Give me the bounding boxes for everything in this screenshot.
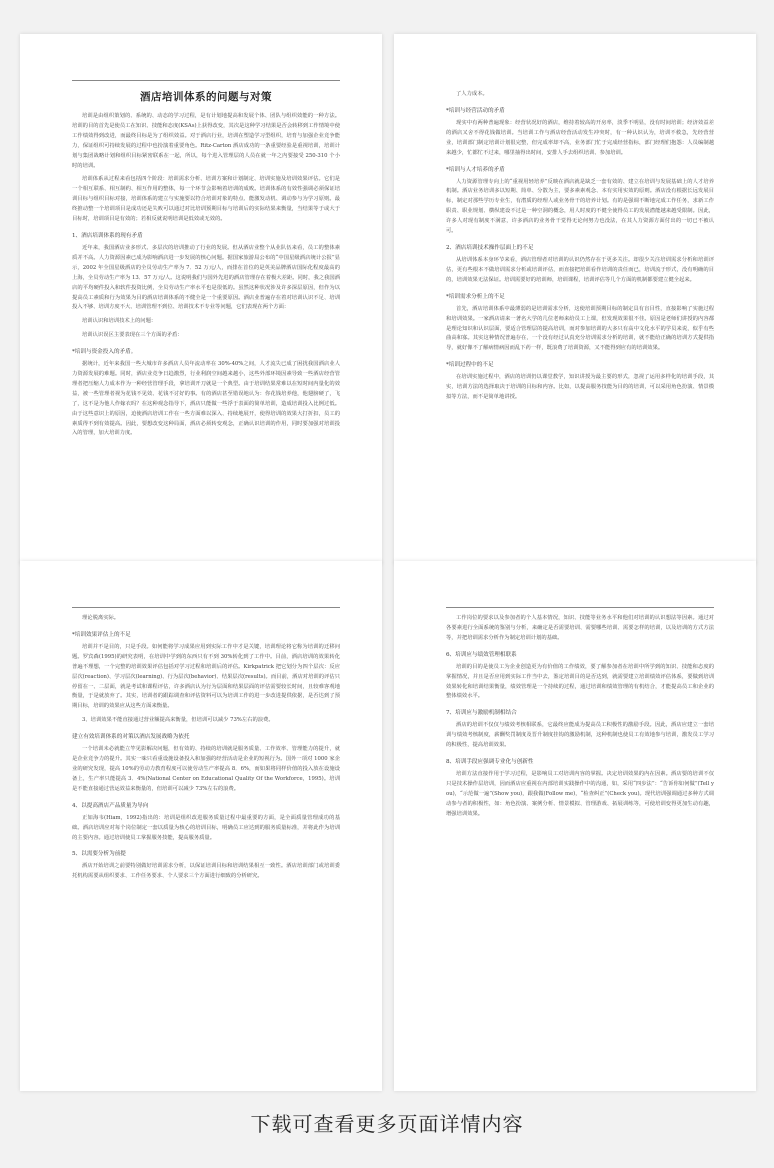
paragraph: 了人力成本。 [456, 91, 488, 97]
paragraph: 培训是由组织策划的、系统的、动态的学习过程，是有计划地提高和发展个体、团队与组织效能的一种方法。培训的目的首先是使员工在知识、技能和态度(KSAs)上获得改变，其次是这种学习结果是否会转移到工作情境中使工作绩效得到改进，而最终目标是为了组织效益。对于酒店行业，培训在塑造学习型组织，培育与加强企业竞争能力，保证组织可持续发展的过程中也扮演着重要角色。Ritz-Carton 酒店成功的一条重要经验是重视培训，培训计划与集团战略计划和组织目标紧密联系在一起，所以，每个进入管理层的人员在就一年之内要接受 250-310 个小时的培训。 [72, 113, 340, 169]
document-title: 酒店培训体系的问题与对策 [140, 91, 272, 103]
section-heading: 7、培训应与激励机制相结合 [446, 710, 517, 717]
section-heading: *培训效果评估上的不足 [72, 631, 131, 638]
download-more-banner[interactable]: 下载可查看更多页面详情内容 [250, 1112, 524, 1136]
document-page-4 [394, 561, 756, 1091]
paragraph: 首先，酒店培训体系中最薄弱的是培训需求分析，这使培训预期目标的制定具有盲目性，直接影响了实施过程和培训效果。一家酒店请来一著名大学的几位老师来给员工上课，但发现效果很不佳。原因是老师们讲授的内容都是理论知识和认识层面，要适合管理层的提高培训，而对参加培训的大多只有高中文化水平的学员来说，似乎有些曲高和寡。其实这种情况普遍存在，一个没有经过认真充分培训需求分析的培训，就不能给正确的培训方式提供指导，就好像不了解病情病因而乱下药一样，既浪费了培训资源，又不能得到应有的培训效果。 [446, 305, 714, 352]
section-heading: *培训过程中的不足 [446, 362, 494, 369]
section-heading: 4、以提高酒店产品质量为导向 [72, 802, 149, 809]
section-heading: *培训与资金投入的矛盾。 [72, 349, 137, 356]
page-3-rule [72, 607, 340, 608]
paragraph: 培训方法直接作用于学习过程，是影响员工对培训内容的掌握。决定培训效果的内在因素。酒店要的培训不仅只是技术操作层培训，因而酒店应重视在内部培训实践操作中的沟通，如，采用“四步法”：“告诉你如何做”(Tell you)，“示范做一遍”(Show you)，跟我做(Follow me)，“检查纠正”(Check you)。现代培训强调通过多种方式调动参与者的积极性，如：角色扮演、案例分析、情景模拟、管理游戏、拓展训练等，可使培训变得更加生动有趣，增强培训效果。 [446, 771, 714, 817]
paragraph: 培训认识和培训技术上的问题： [82, 318, 157, 325]
paragraph: 工作岗位的要求以及参加者的个人基本情况，知识、技能等业务水平和他们对培训的认识想法等因素。通过对各要素进行全面系统的鉴别与分析，来确定是否需要培训、需要哪些培训、需要怎样的培训，以及培训的方式方法等，并把培训需求分析作为制定培训计划的基础。 [446, 615, 714, 641]
document-page-2 [394, 34, 756, 564]
paragraph: 酒店开始培训之前要特别做好培训需求分析，以保证培训目标和培训结果相互一致性。酒店培训部门或培训委托机构需要从组织要求、工作任务要求、个人要求三个方面进行细致的分析研究。 [72, 863, 340, 880]
section-heading: 8、培训手段应强调专业化与创新性 [446, 759, 534, 766]
page-3-blocks [72, 614, 340, 882]
page-2-content [446, 90, 714, 552]
paragraph: 3、培训效果不能直接通过营业额提高来衡量，但培训可以减少 73%左右的浪费。 [82, 717, 274, 724]
page-4-content [446, 607, 714, 1079]
page-3-content [72, 607, 340, 1079]
page-1-content [72, 80, 340, 552]
section-heading: 2、酒店培训技术操作层面上的不足 [446, 244, 534, 251]
section-heading: 5、以需要分析为前提 [72, 851, 126, 858]
paragraph: 现实中有两种普遍现象：经营状况好的酒店，维持着较高的开房率，淡季不明显，没有时间培训；经济效益差的酒店又舍不得花钱做培训。当培训工作与酒店经营活动发生冲突时，有一种认识认为，培训不救急，先经营营业，培训部门制定培训计划很完整，但完成率却不高，业务部门忙于完成经营指标，部门经理们抱怨：人员编制越来越少，忙都忙不过来，哪里抽得出时间，安排人手去组织培训、参加培训。 [446, 119, 714, 156]
paragraph: 近年来，我国酒店业多形式、多层次的培训推动了行业的发展。但从酒店业整个从业队伍来看，员工的整体素质并不高。人力资源因素已成为影响酒店进一步发展的核心问题。据国家旅游局公布的“中国星级酒店统计公报”显示，2002 年全国星级酒店的全员劳动生产率为 7．52 万元/人，而排在首位的是英美品牌酒店国际化程度最高的上海，全员劳动生产率为 13．57 万元/人。这说明我们与国外先进的酒店管理存在着极大差距。同时，我之我国酒店的平均硬件投入和软件投资比例，全员劳动生产率水平也是很低的。虽然这种状况涉及许多深层原因，但作为以提高员工素质和行为效果为目的酒店培训体系的不健全是一个重要原因。酒店业普遍存在着对培训认识不足、培训投入不够、培训方度不大、培训管理不到位、培训技术不专业等问题，它们表现在两个方面： [72, 244, 340, 311]
section-heading: 建立有效培训体系的对策以酒店发展战略为依托 [72, 734, 190, 741]
paragraph: 培训体系从过程来看包括四个阶段：培训需求分析、培训方案和计划制定、培训实施及培训效果评估。它们是一个相互联系、相互制约、相互作用的整体，每一个环节会影响着培训的成败。培训体系的有效性强调必须保证培训目标与组织目标对接，培训体系的建立与实施要以符合培训对象的特点、能激发动机、调动参与为学习原则。最终推动整一个培训项目是成功还是失败可以通过对比培训预期目标与培训后的实际结果来衡量，当结果等于或大于目标时，培训项目是有效的；若相反就说明培训是低效或无效的。 [72, 176, 340, 223]
document-page-3 [20, 561, 382, 1091]
paragraph: 酒店的培训不仅仅与绩效考核相联系，它最终应能成为提高员工积极性的激励手段。因此，酒店应建立一套培训与绩效考核制度，薪酬奖罚制度及晋升制度挂钩的激励机制，这种机制也使员工有效地参与培训，激发员工学习的积极性，提高培训效果。 [446, 722, 714, 749]
paragraph: 培训并不是目的，只是手段。如何能将学习成果应用到实际工作中才是关键，培训理论将它称为培训的迁移问题。罗宾森(1995)的研究表明，在培训中学到的东西只有不到 30%转化到了工作中。目前，酒店培训的效果转化普遍不理想，一个完整的培训效果评估包括对学习过程和培训后的评估。Kirkpatrick 把它划分为四个层次：反应层次(reaction)、学习层次(learning)、行为层次(behavior)、结果层次(results)。而目前，酒店对培训的评估只停留在一、二层面，就是考试和课程评估，许多酒店认为行为层面和结果层面的评估需要较长时间，且较难客观地衡量，于是就放弃了。其实，培训者的跟踪调查和评估资料可以为培训工作的进一步改进提供依据，是否达到了预期目标，培训的效果应从这些方面来衡量。 [72, 643, 340, 710]
paragraph: 在培训实施过程中，酒店的培训仍以课堂教学，知识讲授为最主要的形式，忽视了运用多样化的培训手段，其实，培训方法的选择取决于培训的目标和内容。比如，以提高服务技能为目的的培训，可以采用角色扮演、情景模拟等方法，而不是简单地讲授。 [446, 374, 714, 401]
paragraph: 据统计，近年来我国一些大城市许多酒店人员年流动率在 30%-40%之间，人才流失已成了困扰我国酒店业人力资源发展的难题。同时，酒店业竞争日趋激烈，行业利润空间越来越小，这些外部环境因素导致一些酒店经营管理者把压缩人力成本作为一种经营管理手段，拿培训开刀就是一个典型。由于培训结果常难以在短时间内量化的效益，被一些管理者视为花钱不见效、花钱不讨好的事。有的酒店甚至错误地认为：你花钱培养他，他翅膀硬了，飞了，这不是为他人作嫁衣吗？在这种观念指导下，酒店只能做一些浮于表面的简单培训，造成培训投入比例过低。由于这些意识上的原因，迫使酒店培训工作在一些方面难以深入、持续地展开，使得培训的效果大打折扣，员工的素质得不到有效提高。因此，要想改变这种局面，酒店必须转变观念，正确认识培训的作用，同时要加强对培训投入的管理，加大培训力度。 [72, 361, 340, 437]
section-heading: *培训需求分析上的不足 [446, 293, 505, 300]
title-rule [72, 80, 340, 81]
paragraph: 理论脱离实际。 [82, 615, 120, 621]
section-heading: 6、培训应与绩效管理相联系 [446, 651, 517, 658]
paragraph: 培训认识误区主要表现在三个方面的矛盾： [82, 332, 183, 339]
paragraph: 人力资源管理专向上的“重视用轻培养”反映在酒店就是缺乏一套有效的、建立在培训与发展基础上的人才培养机制。酒店业务培训多以短期、简单、分散为主，要多素素观念、本有实用实效的原则。酒店没有根据长远发展目标，制定对那些学历专业生，有潜质的经理人或业务骨干的培养计划。有的是强调不断地完成工作任务，求新工作职责、职业规划、横纵建设不过是一种空洞的概念，用人时度的不健全使得员工的发展潜能越来越受限制。因此，许多人对现有制度不满意，许多酒店的业务骨干觉得无论何努力也没法，在其人力资源方面付出的一切已不被认可。 [446, 178, 714, 235]
paragraph: 从培训体系本身环节来看，酒店管理者对培训的认识仍然存在于更多关注。却很少关注培训需求分析和培训评估，更有些根本不做培训需求分析或培训评估，而直接把培训看作培训的责任而已，培训流于形式，没有明确的目的，培训效果无法保证。培训需要好的培训师，培训课程，培训评估等几个方面的机制都要建立健全起来。 [446, 256, 714, 283]
document-page-1 [20, 34, 382, 564]
paragraph: 培训的目的是使员工为企业创造更为有价值的工作绩效，要了解参加者在培训中所学到的知识、技能和态度的掌握情况，并且是否应用到实际工作当中去，鉴定培训目的是否达到，就需要建立培训绩效评估体系，要做到培训效果转化和培训结果衡量，绩效管理是一个持续的过程，通过培训和绩效管理的有机结合，才能提高员工和企业的整体绩效水平。 [446, 663, 714, 700]
section-heading: *培训与人才培养的矛盾 [446, 166, 505, 173]
page-2-blocks [446, 90, 714, 403]
page-4-rule [446, 607, 714, 608]
page-1-blocks [72, 112, 340, 439]
section-heading: 1、酒店培训体系的现有矛盾 [72, 232, 143, 239]
section-heading: *培训与经营活动的矛盾 [446, 107, 505, 114]
paragraph: 一个培训未必就能立竿见影解决问题，但有效的、持续的培训就是服务质量、工作效率、管理能力的提升，就是企业竞争力的提升。其实一味只看重设施设备投入和加强的经营活动是企业的短视行为。国外一项对 1000 家企业的研究发现，提高 10%的劳动力教育程度可以使劳动生产率提高 8．6%，而如果将同样价值的投入放在设施设备上，生产率只能提高 3．4%(National Center on Educational Quality Of the Workforce，1995)。培训是不能直接通过营运效益来衡量的，但培训可以减少 73%左右的浪费。 [72, 746, 340, 792]
paragraph: 正如海韦(Hiam，1992)指出的：培训是组织改进服务质量过程中最重要的方面，是全面质量管理成功的基础。酒店培训应对每个岗位制定一套以质量为核心的培训目标，明确员工应达到的服务质量标准，并将此作为培训的主要内容。通过培训使员工掌握服务技能，提高服务质量。 [72, 814, 340, 841]
page-4-blocks [446, 614, 714, 820]
